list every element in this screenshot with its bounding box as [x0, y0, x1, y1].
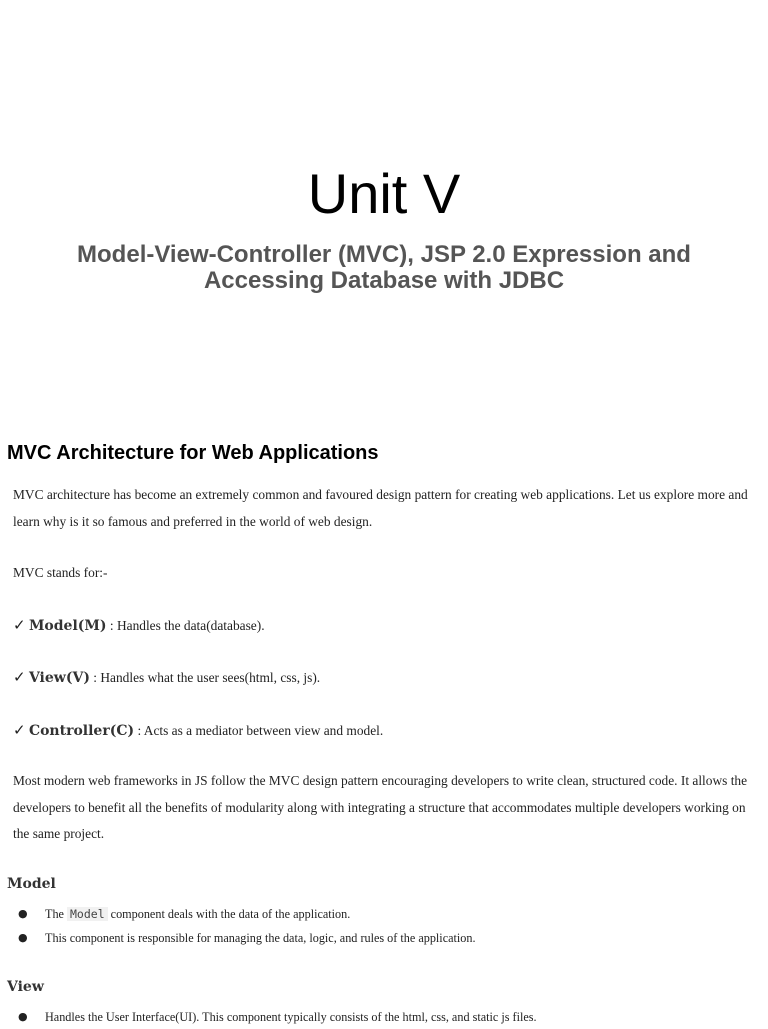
- checkmark-icon: ✓: [13, 616, 26, 634]
- mvc-term: View(V): [29, 670, 90, 686]
- bullet-text-post: component deals with the data of the application.: [108, 907, 351, 921]
- model-heading: Model: [7, 870, 768, 898]
- section-heading: MVC Architecture for Web Applications: [7, 436, 768, 470]
- list-item: [0, 902, 768, 927]
- view-bullet-list: [0, 1005, 768, 1029]
- mvc-term-description: : Acts as a mediator between view and model.: [134, 723, 383, 738]
- mvc-term: Controller(C): [29, 723, 134, 739]
- bullet-icon: ●: [18, 1005, 28, 1029]
- list-item: [0, 926, 768, 951]
- mvc-term: Model(M): [29, 618, 107, 634]
- title-block: [0, 160, 768, 294]
- bullet-text: This component is responsible for managing the data, logic, and rules of the application.: [45, 931, 476, 945]
- modern-frameworks-paragraph: Most modern web frameworks in JS follow the MVC design pattern encouraging developers to write clean, structured code. It allows the developers to benefit all the benefits of modularity along with integrating a structure that accommodates multiple developers working on the same project.: [13, 768, 756, 848]
- page-title: Unit V: [0, 160, 768, 228]
- intro-paragraph: MVC architecture has become an extremely common and favoured design pattern for creating web applications. Let us explore more and learn why is it so famous and preferred in the world of web design.: [13, 482, 756, 535]
- model-bullet-list: [0, 902, 768, 951]
- list-item: [0, 1005, 768, 1029]
- bullet-icon: ●: [18, 902, 28, 927]
- bullet-icon: ●: [18, 926, 28, 951]
- mvc-stands-for: MVC stands for:-: [13, 560, 756, 587]
- mvc-term-description: : Handles the data(database).: [107, 618, 265, 633]
- document-content: [0, 436, 768, 1029]
- inline-code: Model: [67, 907, 108, 921]
- page-subtitle: Model-View-Controller (MVC), JSP 2.0 Expression and Accessing Database with JDBC: [48, 242, 720, 294]
- mvc-item-controller: [13, 717, 768, 745]
- view-heading: View: [7, 973, 768, 1001]
- checkmark-icon: ✓: [13, 668, 26, 686]
- bullet-text-pre: The: [45, 907, 67, 921]
- mvc-term-description: : Handles what the user sees(html, css, js).: [90, 670, 320, 685]
- mvc-item-view: [13, 664, 768, 692]
- mvc-item-model: [13, 612, 768, 640]
- bullet-text: Handles the User Interface(UI). This component typically consists of the html, css, and static js files.: [45, 1010, 537, 1024]
- checkmark-icon: ✓: [13, 721, 26, 739]
